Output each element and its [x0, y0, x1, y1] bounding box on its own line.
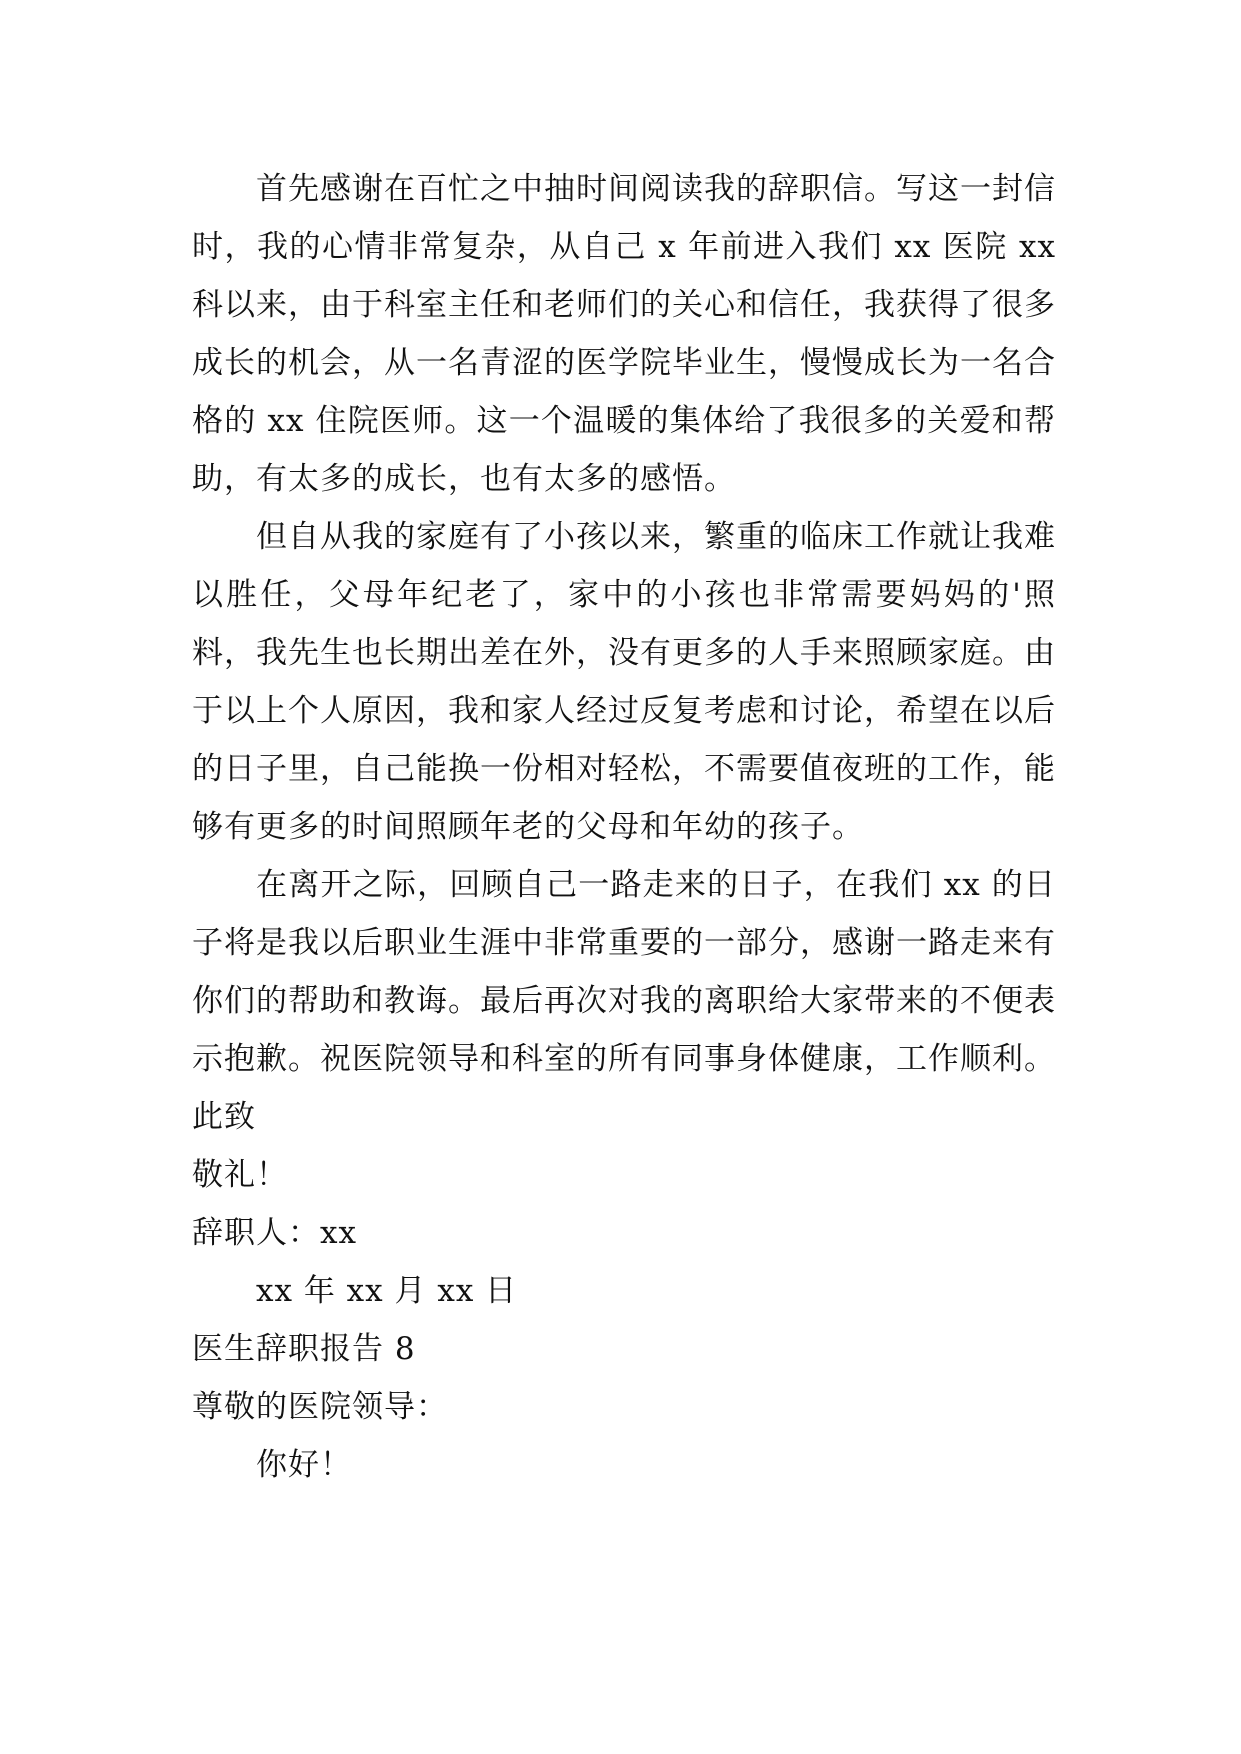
signature-text: 辞职人：xx	[192, 1215, 357, 1251]
date-text: xx 年 xx 月 xx 日	[256, 1273, 518, 1309]
paragraph-reason: 但自从我的家庭有了小孩以来，繁重的临床工作就让我难以胜任，父母年纪老了，家中的小孩也非常需要妈妈的'照料，我先生也长期出差在外，没有更多的人手来照顾家庭。由于以上个人原因，我和家人经过反复考虑和讨论，希望在以后的日子里，自己能换一份相对轻松，不需要值夜班的工作，能够有更多的时间照顾年老的父母和年幼的孩子。	[192, 519, 1056, 845]
next-section-title: 医生辞职报告 8	[192, 1331, 416, 1367]
next-greeting: 尊敬的医院领导：	[192, 1389, 448, 1425]
next-hello: 你好！	[256, 1447, 352, 1483]
salute-text: 敬礼！	[192, 1157, 288, 1193]
paragraph-farewell: 在离开之际，回顾自己一路走来的日子，在我们 xx 的日子将是我以后职业生涯中非常重要的一部分，感谢一路走来有你们的帮助和教诲。最后再次对我的离职给大家带来的不便表示抱歉。祝医院领导和科室的所有同事身体健康，工作顺利。	[192, 867, 1056, 1077]
paragraph-gratitude: 首先感谢在百忙之中抽时间阅读我的辞职信。写这一封信时，我的心情非常复杂，从自己 x 年前进入我们 xx 医院 xx 科以来，由于科室主任和老师们的关心和信任，我获得了很多成长的机会，从一名青涩的医学院毕业生，慢慢成长为一名合格的 xx 住院医师。这一个温暖的集体给了我很多的关爱和帮助，有太多的成长，也有太多的感悟。	[192, 171, 1056, 497]
closing-text: 此致	[192, 1099, 256, 1135]
letter-body	[192, 160, 1056, 1494]
